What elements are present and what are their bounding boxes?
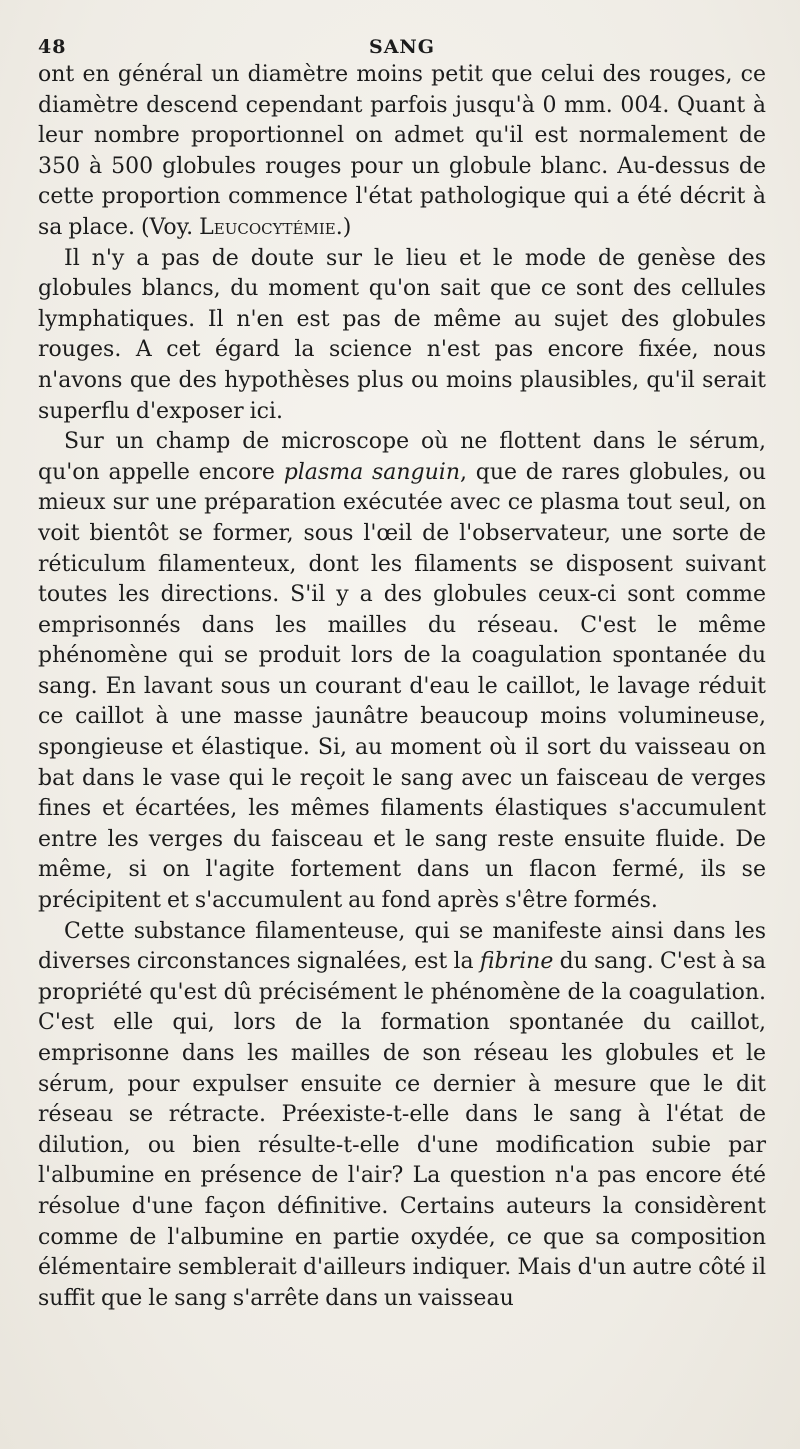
italic-term: fibrine — [479, 949, 554, 975]
text-run: Cette substance filamenteuse, qui se manifeste ainsi dans les diverses circonstances signalées, est la — [38, 918, 766, 975]
text-run: ont en général un diamètre moins petit que celui des rouges, ce diamètre descend cependant parfois jusqu'à 0 mm. 004. Quant à leur nombre proportionnel on admet qu'il est normalement de 350 à 500 globules rouges pour un globule blanc. Au-dessus de cette proportion commence l'état pathologique qui a été décrit à sa place. (Voy. — [38, 62, 766, 240]
paragraph — [38, 60, 766, 244]
text-run: Sur un champ de microscope où ne flottent dans le sérum, qu'on appelle encore — [38, 429, 766, 485]
italic-term: plasma sanguin — [283, 459, 460, 485]
paragraph — [38, 427, 766, 917]
cross-reference: Leucocytémie — [199, 214, 336, 240]
text-run: .) — [335, 214, 352, 240]
paragraph — [38, 244, 766, 428]
running-title: SANG — [368, 36, 436, 58]
page-number: 48 — [38, 36, 67, 58]
page-header — [38, 28, 766, 60]
body-text — [38, 60, 766, 1314]
text-run: du sang. C'est à sa propriété qu'est dû précisément le phénomène de la coagulation. C'est elle qui, lors de la formation spontanée du caillot, emprisonne dans les mailles de son réseau les globules et le sérum, pour expulser ensuite ce dernier à mesure que le dit réseau se rétracte. Préexiste-t-elle dans le sang à l'état de dilution, ou bien résulte-t-elle d'une modification subie par l'albumine en présence de l'air? La question n'a pas encore été résolue d'une façon définitive. Certains auteurs la considèrent comme de l'albumine en partie oxydée, ce que sa composition élémentaire semblerait d'ailleurs indiquer. Mais d'un autre côté il suffit que le sang s'arrête dans un vaisseau — [38, 949, 766, 1311]
text-run: Il n'y a pas de doute sur le lieu et le mode de genèse des globules blancs, du moment qu'on sait que ce sont des cellules lymphatiques. Il n'en est pas de même au sujet des globules rouges. A cet égard la science n'est pas encore fixée, nous n'avons que des hypothèses plus ou moins plausibles, qu'il serait superflu d'exposer ici. — [38, 245, 766, 424]
text-run: , que de rares globules, ou mieux sur une préparation exécutée avec ce plasma tout seul, on voit bientôt se former, sous l'œil de l'observateur, une sorte de réticulum filamenteux, dont les filaments se disposent suivant toutes les directions. S'il y a des globules ceux-ci sont comme emprisonnés dans les mailles du réseau. C'est le même phénomène qui se produit lors de la coagulation spontanée du sang. En lavant sous un courant d'eau le caillot, le lavage réduit ce caillot à une masse jaunâtre beaucoup moins volumineuse, spongieuse et élastique. Si, au moment où il sort du vaisseau on bat dans le vase qui le reçoit le sang avec un faisceau de verges fines et écartées, les mêmes filaments élastiques s'accumulent entre les verges du faisceau et le sang reste ensuite fluide. De même, si on l'agite fortement dans un flacon fermé, ils se précipitent et s'accumulent au fond après s'être formés. — [38, 459, 766, 914]
paragraph — [38, 917, 766, 1315]
